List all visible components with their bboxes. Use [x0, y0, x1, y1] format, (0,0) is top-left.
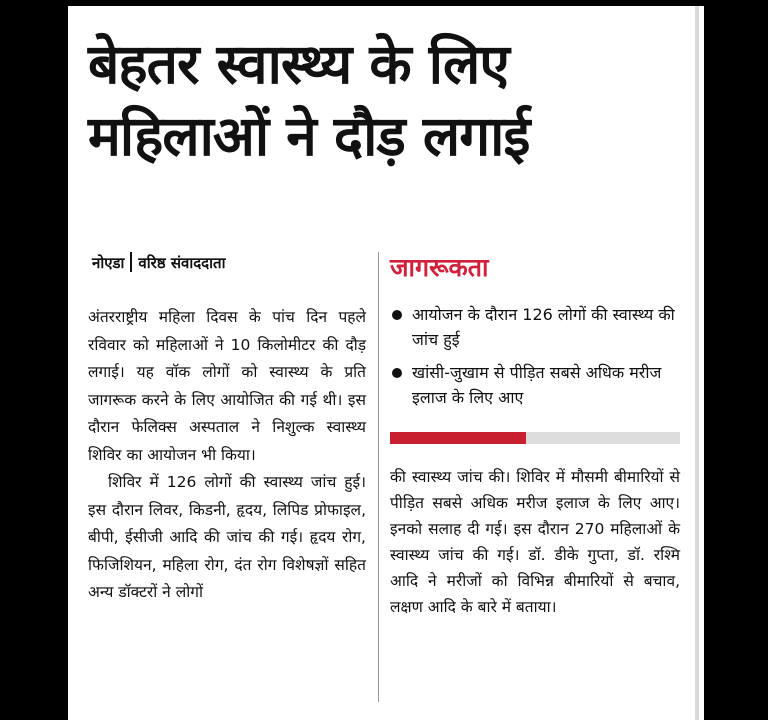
section-divider-fill: [390, 432, 526, 444]
highlight-item: [390, 302, 680, 352]
highlight-text: आयोजन के दौरान 126 लोगों की स्वास्थ्य की जांच हुई: [412, 305, 675, 349]
column-divider: [378, 252, 379, 702]
byline-author: वरिष्ठ संवाददाता: [138, 254, 226, 272]
body-column-right: की स्वास्थ्य जांच की। शिविर में मौसमी बीमारियों से पीड़ित सबसे अधिक मरीज इलाज के लिए आए। इनको सलाह दी गई। इस दौरान 270 महिलाओं के स्वास्थ्य जांच की गई। डॉ. डीके गुप्ता, डॉ. रश्मि आदि ने मरीजों को विभिन्न बीमारियों से बचाव, लक्षण आदि के बारे में बताया।: [390, 468, 680, 616]
body-paragraph-2: शिविर में 126 लोगों की स्वास्थ्य जांच हुई। इस दौरान लिवर, किडनी, हृदय, लिपिड प्रोफाइल, बीपी, ईसीजी आदि की जांच की गई। हृदय रोग, फिजिशियन, महिला रोग, दंत रोग विशेषज्ञों सहित अन्य डॉक्टरों ने लोगों: [88, 473, 366, 601]
headline-line-2: महिलाओं ने दौड़ लगाई: [88, 104, 530, 168]
headline-line-1: बेहतर स्वास्थ्य के लिए: [88, 32, 509, 96]
body-column-left: [88, 304, 366, 607]
highlight-text: खांसी-जुखाम से पीड़ित सबसे अधिक मरीज इलाज के लिए आए: [412, 363, 662, 407]
bullet-icon: [392, 310, 402, 320]
byline-place: नोएडा: [92, 254, 125, 272]
body-paragraph-1: अंतरराष्ट्रीय महिला दिवस के पांच दिन पहले रविवार को महिलाओं ने 10 किलोमीटर की दौड़ लगाई। यह वॉक लोगों को स्वास्थ्य के प्रति जागरूक करने के लिए आयोजित की गई थी। इस दौरान फेलिक्स अस्पताल ने निशुल्क स्वास्थ्य शिविर का आयोजन भी किया।: [88, 308, 366, 464]
section-label: जागरूकता: [390, 253, 489, 282]
section-divider-bar: [390, 432, 680, 444]
highlights-list: [390, 302, 680, 418]
byline-separator: [130, 252, 132, 272]
page-edge-shadow: [695, 6, 699, 720]
bullet-icon: [392, 368, 402, 378]
byline: [92, 252, 225, 273]
highlight-item: [390, 360, 680, 410]
headline: [88, 28, 688, 172]
newspaper-clipping: [68, 6, 704, 720]
